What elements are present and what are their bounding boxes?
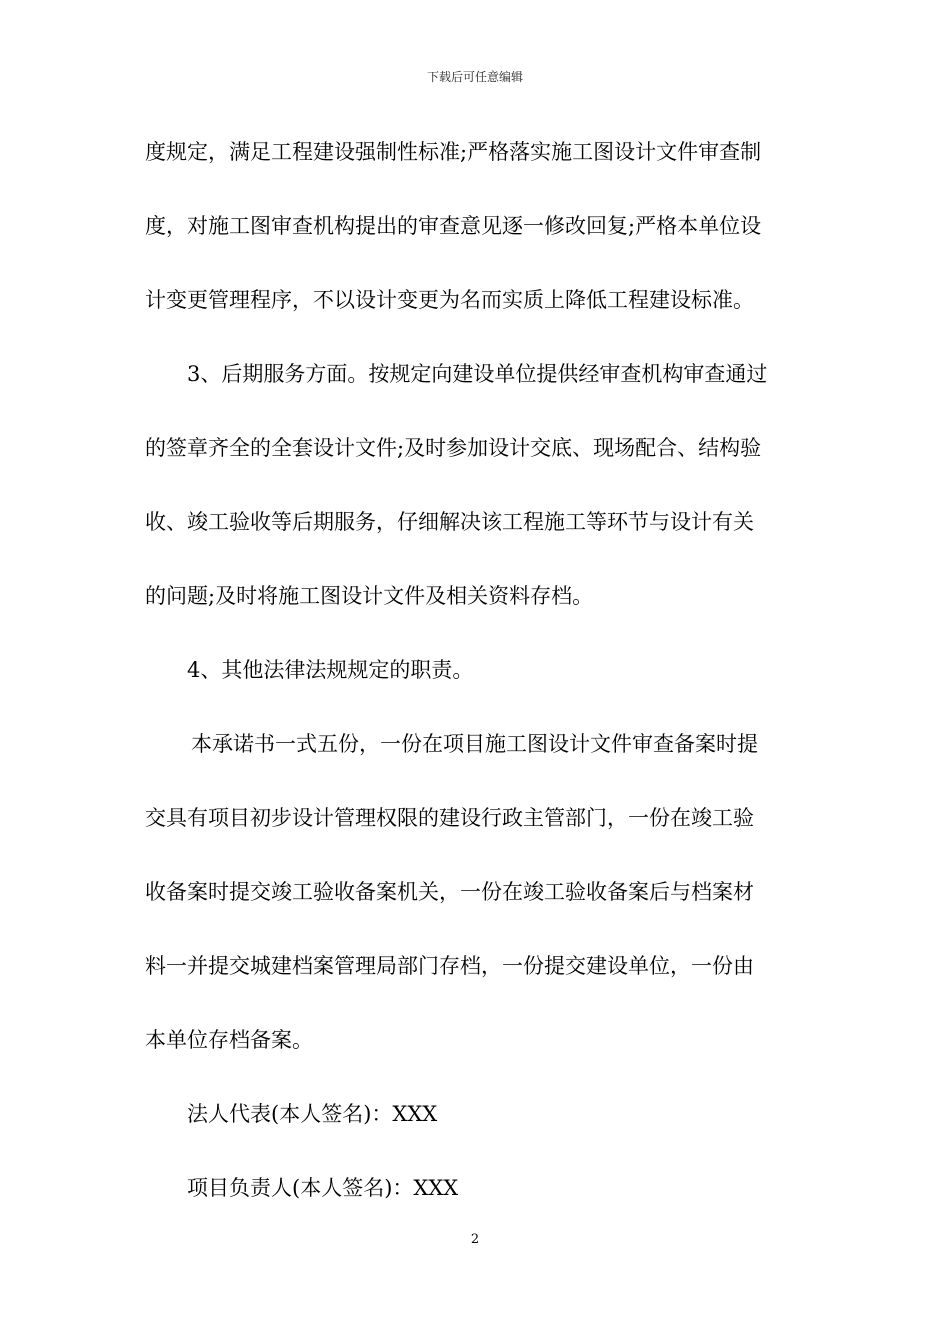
text-line: 料一并提交城建档案管理局部门存档，一份提交建设单位，一份由 xyxy=(145,954,754,978)
text-line: 3、后期服务方面。按规定向建设单位提供经审查机构审查通过 xyxy=(187,362,768,386)
document-body xyxy=(145,128,813,1238)
text-line: 本单位存档备案。 xyxy=(145,1028,313,1052)
text-line: 度，对施工图审查机构提出的审查意见逐一修改回复;严格本单位设 xyxy=(145,214,762,238)
text-line: 4、其他法律法规规定的职责。 xyxy=(187,658,474,682)
page-number: 2 xyxy=(470,1232,480,1247)
text-line: 收、竣工验收等后期服务，仔细解决该工程施工等环节与设计有关 xyxy=(145,510,754,534)
text-line: 度规定，满足工程建设强制性标准;严格落实施工图设计文件审查制 xyxy=(145,140,762,164)
text-line: 的问题;及时将施工图设计文件及相关资料存档。 xyxy=(145,584,594,608)
text-line: 收备案时提交竣工验收备案机关，一份在竣工验收备案后与档案材 xyxy=(145,880,754,904)
text-line: 本承诺书一式五份，一份在项目施工图设计文件审查备案时提 xyxy=(191,732,758,756)
text-line: 计变更管理程序，不以设计变更为名而实质上降低工程建设标准。 xyxy=(145,288,754,312)
text-line: 交具有项目初步设计管理权限的建设行政主管部门，一份在竣工验 xyxy=(145,806,754,830)
legal-representative-signature: 法人代表(本人签名)：XXX xyxy=(187,1102,438,1126)
text-line: 的签章齐全的全套设计文件;及时参加设计交底、现场配合、结构验 xyxy=(145,436,762,460)
page-header: 下载后可任意编辑 xyxy=(426,70,523,84)
project-leader-signature: 项目负责人(本人签名)：XXX xyxy=(187,1176,459,1200)
